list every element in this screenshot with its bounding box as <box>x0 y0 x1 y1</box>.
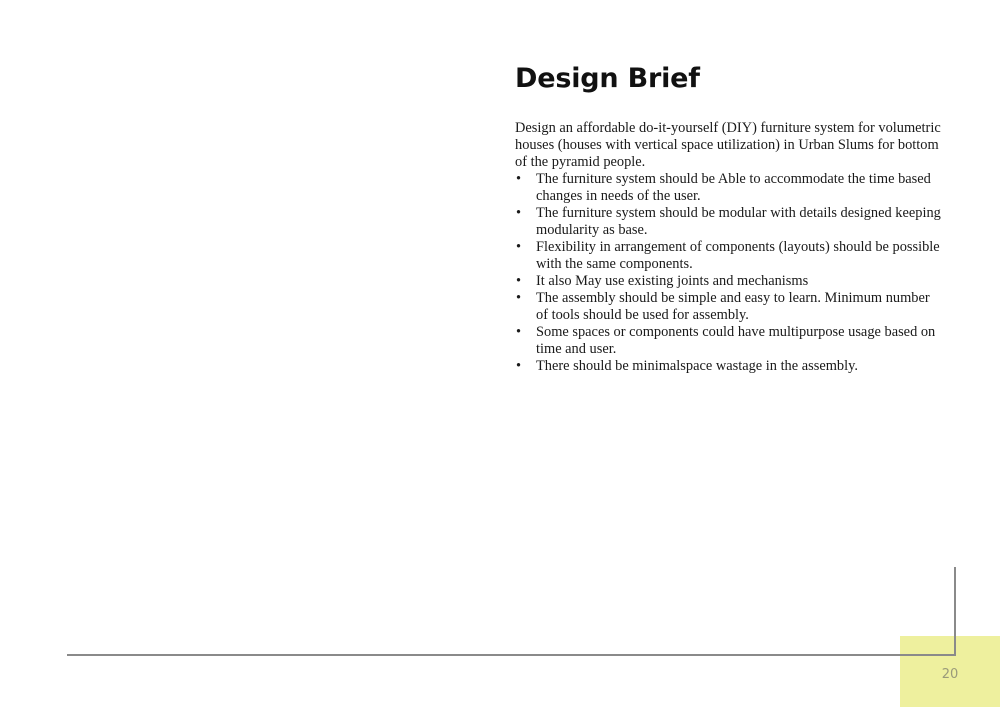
main-content <box>515 62 945 375</box>
page-number: 20 <box>941 667 959 682</box>
list-item <box>515 290 945 324</box>
list-item <box>515 273 945 290</box>
list-item <box>515 324 945 358</box>
list-item <box>515 239 945 273</box>
bullet-icon: • <box>516 205 522 221</box>
bullet-icon: • <box>516 273 522 289</box>
footer-rule <box>67 654 956 656</box>
list-item-text: Flexibility in arrangement of components (layouts) should be possible with the same components. <box>536 239 940 272</box>
page-title: Design Brief <box>515 63 700 94</box>
requirements-list <box>515 171 945 375</box>
bullet-icon: • <box>516 290 522 306</box>
list-item-text: It also May use existing joints and mechanisms <box>536 273 809 289</box>
bullet-icon: • <box>516 171 522 187</box>
list-item <box>515 205 945 239</box>
intro-paragraph: Design an affordable do-it-yourself (DIY) furniture system for volumetric houses (houses with vertical space utilization) in Urban Slums for bottom of the pyramid people. <box>515 120 941 170</box>
list-item <box>515 358 945 375</box>
list-item-text: There should be minimalspace wastage in the assembly. <box>536 358 858 374</box>
bullet-icon: • <box>516 239 522 255</box>
list-item-text: The furniture system should be modular with details designed keeping modularity as base. <box>536 205 941 238</box>
list-item-text: The assembly should be simple and easy to learn. Minimum number of tools should be used for assembly. <box>536 290 930 323</box>
list-item-text: Some spaces or components could have multipurpose usage based on time and user. <box>536 324 936 357</box>
list-item <box>515 171 945 205</box>
bullet-icon: • <box>516 358 522 374</box>
bullet-icon: • <box>516 324 522 340</box>
corner-rule <box>954 567 956 656</box>
list-item-text: The furniture system should be Able to accommodate the time based changes in needs of the user. <box>536 171 931 204</box>
